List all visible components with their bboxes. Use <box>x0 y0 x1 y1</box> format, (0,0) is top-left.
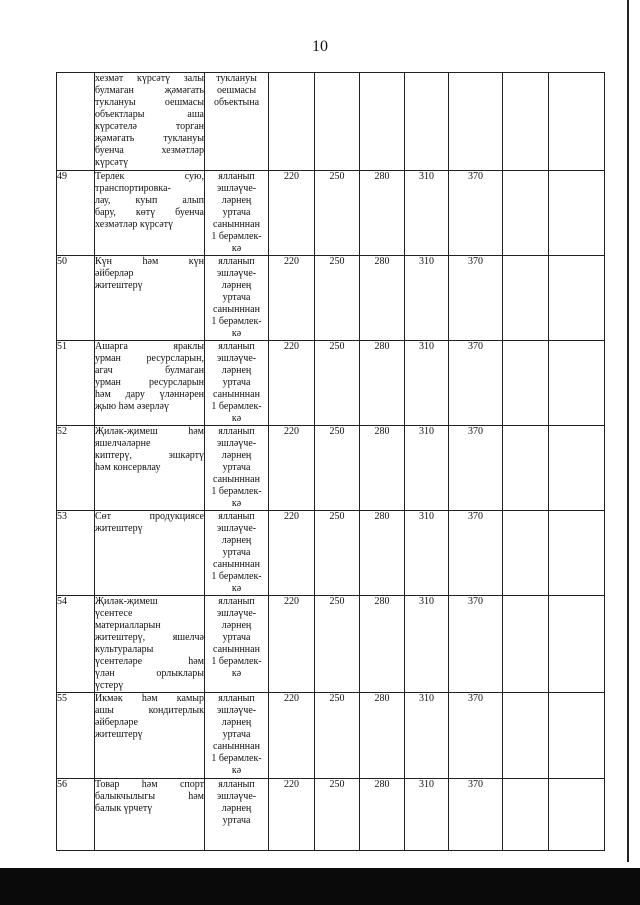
unit-line: эшләүче- <box>216 523 257 534</box>
unit-cell <box>205 256 269 341</box>
activity-name <box>95 73 205 171</box>
scan-border <box>0 868 640 905</box>
rate-value: 220 <box>269 511 315 596</box>
activity-name <box>95 779 205 851</box>
unit-line: санынннан <box>213 559 260 570</box>
activity-name-line: Күн һәм күн <box>95 256 204 267</box>
table-row <box>57 73 605 171</box>
rate-value: 250 <box>315 256 360 341</box>
rate-value: 250 <box>315 341 360 426</box>
empty-cell <box>503 511 549 596</box>
unit-line: эшләүче- <box>216 268 257 279</box>
activity-name-line: бару, көтү буенча <box>95 207 204 218</box>
activity-name <box>95 171 205 256</box>
empty-cell <box>503 341 549 426</box>
rate-value: 370 <box>449 693 503 779</box>
unit-line: ләрнең <box>221 450 252 461</box>
activity-name-line: әйберләре <box>95 717 138 728</box>
activity-name-line: житештерү, яшелчә <box>95 632 204 643</box>
unit-line: кә <box>231 328 242 339</box>
unit-line: уртача <box>222 632 251 643</box>
activity-name-line: агач булмаган <box>95 365 204 376</box>
rate-value: 250 <box>315 511 360 596</box>
empty-cell <box>503 779 549 851</box>
rate-value <box>405 73 449 171</box>
unit-line: 1 берәмлек- <box>211 753 262 764</box>
page-edge-rule <box>627 0 629 862</box>
activity-name-line: җыю һәм әзерләү <box>95 401 169 412</box>
activity-name-line: Җиләк-җимеш һәм <box>95 426 204 437</box>
rate-value: 250 <box>315 693 360 779</box>
activity-name-line: балык үрчетү <box>95 803 153 814</box>
empty-cell <box>503 171 549 256</box>
rate-value: 280 <box>360 341 405 426</box>
unit-line: эшләүче- <box>216 438 257 449</box>
row-number: 56 <box>57 779 95 851</box>
tariff-table <box>56 72 605 851</box>
rate-value: 310 <box>405 171 449 256</box>
rate-value: 370 <box>449 511 503 596</box>
rate-value: 280 <box>360 779 405 851</box>
table-row <box>57 341 605 426</box>
rate-value <box>360 73 405 171</box>
empty-cell <box>549 171 605 256</box>
unit-line: ләрнең <box>221 803 252 814</box>
rate-value: 310 <box>405 341 449 426</box>
activity-name-line: Товар һәм спорт <box>95 779 204 790</box>
row-number: 53 <box>57 511 95 596</box>
rate-value: 370 <box>449 341 503 426</box>
unit-line: эшләүче- <box>216 183 257 194</box>
row-number: 54 <box>57 596 95 693</box>
table-row <box>57 256 605 341</box>
rate-value: 280 <box>360 693 405 779</box>
unit-line: санынннан <box>213 474 260 485</box>
empty-cell <box>549 596 605 693</box>
rate-value: 220 <box>269 596 315 693</box>
activity-name-line: Сөт продукциясе <box>95 511 204 522</box>
unit-line: ләрнең <box>221 365 252 376</box>
empty-cell <box>503 693 549 779</box>
unit-line: уртача <box>222 729 251 740</box>
rate-value: 280 <box>360 256 405 341</box>
unit-line: санынннан <box>213 644 260 655</box>
unit-line: 1 берәмлек- <box>211 401 262 412</box>
unit-line: 1 берәмлек- <box>211 656 262 667</box>
unit-line: уртача <box>222 462 251 473</box>
unit-line: кә <box>231 413 242 424</box>
row-number: 55 <box>57 693 95 779</box>
unit-line: эшләүче- <box>216 791 257 802</box>
activity-name-line: балыкчылыгы һәм <box>95 791 204 802</box>
unit-line: 1 берәмлек- <box>211 231 262 242</box>
activity-name-line: үсентеләре һәм <box>95 656 204 667</box>
empty-cell <box>503 596 549 693</box>
empty-cell <box>549 73 605 171</box>
unit-line: кә <box>231 583 242 594</box>
empty-cell <box>549 693 605 779</box>
activity-name-line: Икмәк һәм камыр <box>95 693 204 704</box>
rate-value: 220 <box>269 426 315 511</box>
rate-value: 220 <box>269 341 315 426</box>
unit-line: санынннан <box>213 304 260 315</box>
unit-line: 1 берәмлек- <box>211 486 262 497</box>
activity-name-line: объектлары аша <box>95 109 204 120</box>
unit-line: кә <box>231 765 242 776</box>
rate-value: 280 <box>360 171 405 256</box>
activity-name-line: җәмәгать туклануы <box>95 133 204 144</box>
unit-line: ялланып <box>218 256 255 267</box>
activity-name-line: ашы кондитерлык <box>95 705 204 716</box>
activity-name <box>95 693 205 779</box>
activity-name-line: буенча хезмәтләр <box>95 145 204 156</box>
unit-line: санынннан <box>213 741 260 752</box>
activity-name-line: күрсәтелә торган <box>95 121 204 132</box>
unit-line: ләрнең <box>221 620 252 631</box>
activity-name-line: материалларын <box>95 620 161 631</box>
activity-name-line: урман ресурсларын, <box>95 353 204 364</box>
unit-line: ләрнең <box>221 280 252 291</box>
activity-name-line: туклануы оешмасы <box>95 97 204 108</box>
row-number: 52 <box>57 426 95 511</box>
unit-line: туклануы <box>216 73 257 84</box>
row-number <box>57 73 95 171</box>
rate-value <box>449 73 503 171</box>
empty-cell <box>503 73 549 171</box>
rate-value: 370 <box>449 779 503 851</box>
unit-line: ялланып <box>218 341 255 352</box>
activity-name <box>95 426 205 511</box>
unit-line: ләрнең <box>221 717 252 728</box>
unit-line: кә <box>231 498 242 509</box>
activity-name-line: житештерү <box>95 523 143 534</box>
row-number: 49 <box>57 171 95 256</box>
rate-value: 370 <box>449 171 503 256</box>
empty-cell <box>549 426 605 511</box>
rate-value: 220 <box>269 256 315 341</box>
activity-name-line: Җиләк-җимеш <box>95 596 158 607</box>
activity-name <box>95 511 205 596</box>
table-row <box>57 779 605 851</box>
empty-cell <box>503 426 549 511</box>
unit-line: санынннан <box>213 219 260 230</box>
rate-value: 280 <box>360 511 405 596</box>
unit-line: объектына <box>213 97 260 108</box>
unit-line: ялланып <box>218 426 255 437</box>
table-row <box>57 511 605 596</box>
rate-value: 310 <box>405 426 449 511</box>
table-body <box>57 73 605 851</box>
rate-value <box>315 73 360 171</box>
activity-name-line: Терлек сую, <box>95 171 204 182</box>
row-number: 50 <box>57 256 95 341</box>
activity-name-line: үлән орлыклары <box>95 668 204 679</box>
activity-name-line: күрсәтү <box>95 157 129 168</box>
rate-value: 220 <box>269 171 315 256</box>
unit-line: уртача <box>222 207 251 218</box>
unit-line: ләрнең <box>221 195 252 206</box>
unit-line: эшләүче- <box>216 353 257 364</box>
rate-value: 310 <box>405 596 449 693</box>
activity-name-line: культуралары <box>95 644 154 655</box>
activity-name-line: лау, куып алып <box>95 195 204 206</box>
activity-name-line: урман ресурсларын <box>95 377 204 388</box>
unit-line: оешмасы <box>216 85 257 96</box>
activity-name-line: үсентесе <box>95 608 133 619</box>
rate-value <box>269 73 315 171</box>
unit-line: кә <box>231 243 242 254</box>
empty-cell <box>549 256 605 341</box>
unit-line: санынннан <box>213 389 260 400</box>
activity-name <box>95 596 205 693</box>
rate-value: 220 <box>269 693 315 779</box>
empty-cell <box>549 511 605 596</box>
activity-name-line: житештерү <box>95 280 143 291</box>
unit-cell <box>205 73 269 171</box>
rate-value: 280 <box>360 596 405 693</box>
rate-value: 250 <box>315 171 360 256</box>
unit-line: уртача <box>222 815 251 826</box>
unit-line: ялланып <box>218 171 255 182</box>
unit-cell <box>205 426 269 511</box>
activity-name-line: житештерү <box>95 729 143 740</box>
unit-line: уртача <box>222 292 251 303</box>
table-row <box>57 426 605 511</box>
activity-name-line: һәм консервлау <box>95 462 161 473</box>
unit-line: ялланып <box>218 693 255 704</box>
table-row <box>57 171 605 256</box>
unit-cell <box>205 779 269 851</box>
activity-name-line: булмаган җәмәгать <box>95 85 204 96</box>
unit-line: эшләүче- <box>216 705 257 716</box>
activity-name-line: әйберләр <box>95 268 134 279</box>
rate-value: 370 <box>449 426 503 511</box>
unit-cell <box>205 171 269 256</box>
activity-name <box>95 341 205 426</box>
activity-name-line: киптерү, эшкәртү <box>95 450 204 461</box>
unit-line: ялланып <box>218 511 255 522</box>
empty-cell <box>549 779 605 851</box>
rate-value: 250 <box>315 596 360 693</box>
unit-line: 1 берәмлек- <box>211 571 262 582</box>
rate-value: 310 <box>405 693 449 779</box>
activity-name-line: транспортировка- <box>95 183 171 194</box>
empty-cell <box>503 256 549 341</box>
unit-cell <box>205 341 269 426</box>
empty-cell <box>549 341 605 426</box>
activity-name-line: үстерү <box>95 680 124 691</box>
activity-name-line: хезмәт күрсәтү залы <box>95 73 204 84</box>
table-row <box>57 693 605 779</box>
rate-value: 310 <box>405 779 449 851</box>
unit-line: эшләүче- <box>216 608 257 619</box>
rate-value: 370 <box>449 596 503 693</box>
unit-line: ләрнең <box>221 535 252 546</box>
unit-line: ялланып <box>218 779 255 790</box>
activity-name-line: яшелчәләрне <box>95 438 151 449</box>
activity-name-line: һәм дару үләннәрен <box>95 389 204 400</box>
rate-value: 370 <box>449 256 503 341</box>
unit-line: ялланып <box>218 596 255 607</box>
unit-cell <box>205 511 269 596</box>
rate-value: 280 <box>360 426 405 511</box>
unit-line: уртача <box>222 377 251 388</box>
unit-line: 1 берәмлек- <box>211 316 262 327</box>
table-row <box>57 596 605 693</box>
unit-cell <box>205 596 269 693</box>
unit-line: уртача <box>222 547 251 558</box>
unit-line: кә <box>231 668 242 679</box>
rate-value: 310 <box>405 256 449 341</box>
page-number: 10 <box>312 38 328 55</box>
activity-name-line: хезмәтләр күрсәтү <box>95 219 174 230</box>
row-number: 51 <box>57 341 95 426</box>
rate-value: 220 <box>269 779 315 851</box>
activity-name-line: Ашарга яраклы <box>95 341 204 352</box>
rate-value: 250 <box>315 779 360 851</box>
activity-name <box>95 256 205 341</box>
unit-cell <box>205 693 269 779</box>
rate-value: 310 <box>405 511 449 596</box>
rate-value: 250 <box>315 426 360 511</box>
